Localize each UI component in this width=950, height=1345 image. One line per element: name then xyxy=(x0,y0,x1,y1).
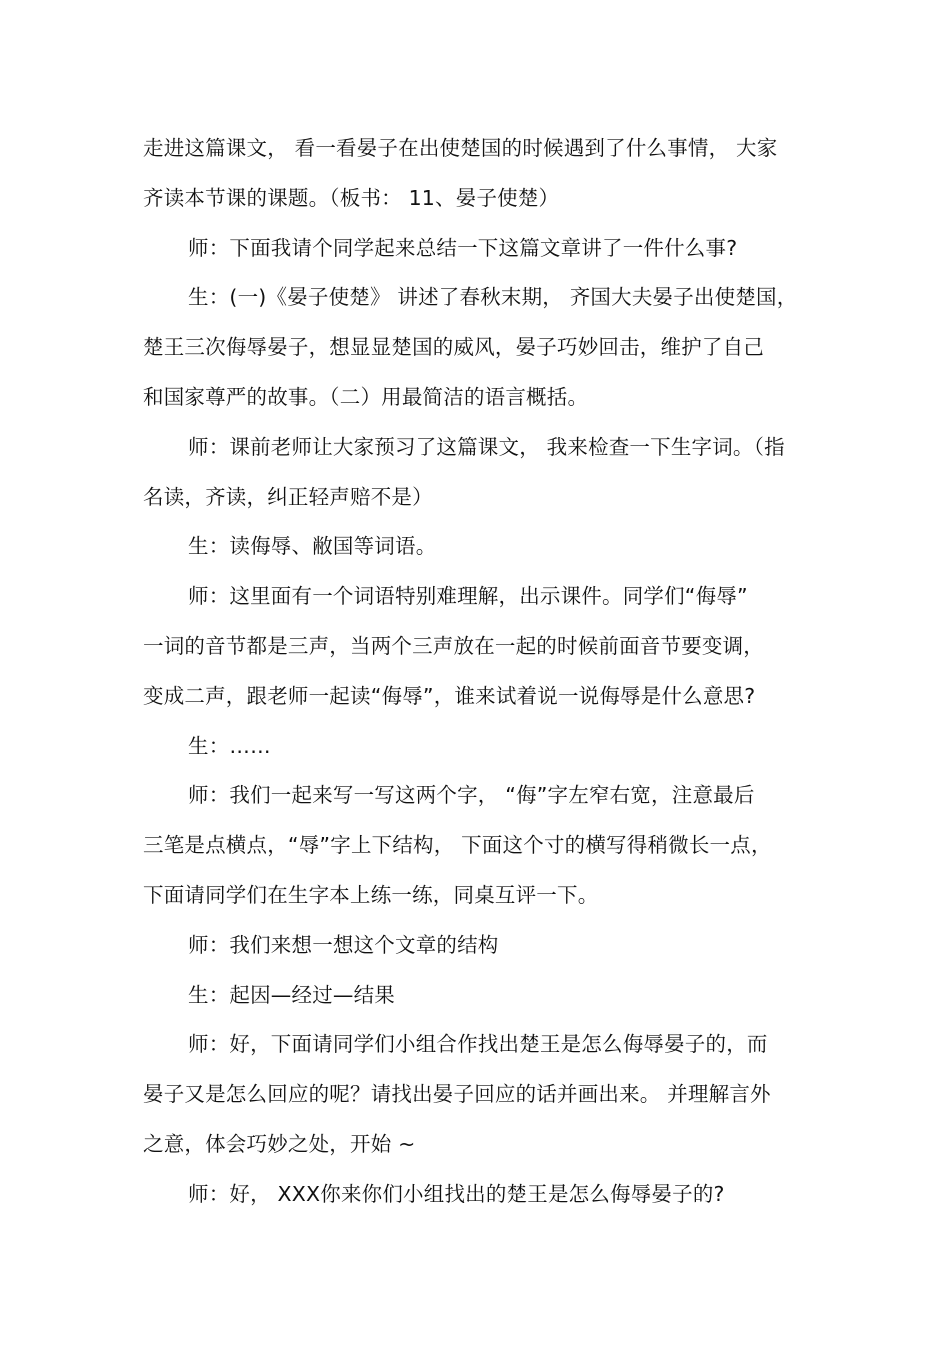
text-line: 师：我们来想一想这个文章的结构 xyxy=(188,932,499,957)
text-line: 师：我们一起来写一写这两个字， “侮”字左窄右宽，注意最后 xyxy=(188,783,755,808)
text-line: 名读，齐读，纠正轻声赔不是） xyxy=(143,484,433,509)
text-line: 齐读本节课的课题。（板书： 11、晏子使楚） xyxy=(143,185,560,210)
text-line: 之意，体会巧妙之处，开始 ~ xyxy=(143,1131,416,1156)
text-line: 生：(一)《晏子使楚》 讲述了春秋末期， 齐国大夫晏子出使楚国， xyxy=(188,285,798,310)
text-line: 一词的音节都是三声，当两个三声放在一起的时候前面音节要变调， xyxy=(143,633,764,658)
text-line: 生：读侮辱、敝国等词语。 xyxy=(188,534,437,559)
text-line: 生：…… xyxy=(188,733,271,758)
text-line: 走进这篇课文， 看一看晏子在出使楚国的时候遇到了什么事情， 大家 xyxy=(143,136,778,160)
text-line: 楚王三次侮辱晏子，想显显楚国的威风，晏子巧妙回击，维护了自己 xyxy=(143,335,764,360)
text-line: 下面请同学们在生字本上练一练，同桌互评一下。 xyxy=(143,882,599,907)
text-line: 和国家尊严的故事。（二）用最简洁的语言概括。 xyxy=(143,384,589,409)
text-line: 晏子又是怎么回应的呢？请找出晏子回应的话并画出来。 并理解言外 xyxy=(143,1082,771,1107)
document-body xyxy=(143,124,813,1220)
text-line: 师：好，下面请同学们小组合作找出楚王是怎么侮辱晏子的，而 xyxy=(188,1032,768,1057)
text-line: 师：课前老师让大家预习了这篇课文， 我来检查一下生字词。（指 xyxy=(188,434,785,459)
text-line: 三笔是点横点，“辱”字上下结构， 下面这个寸的横写得稍微长一点， xyxy=(143,833,772,858)
text-line: 师：下面我请个同学起来总结一下这篇文章讲了一件什么事? xyxy=(188,235,738,260)
text-line: 师：这里面有一个词语特别难理解，出示课件。同学们“侮辱” xyxy=(188,584,748,609)
text-line: 生：起因—经过—结果 xyxy=(188,982,395,1007)
text-line: 变成二声，跟老师一起读“侮辱”，谁来试着说一说侮辱是什么意思? xyxy=(143,683,756,708)
text-line: 师：好， XXX你来你们小组找出的楚王是怎么侮辱晏子的? xyxy=(188,1181,725,1206)
